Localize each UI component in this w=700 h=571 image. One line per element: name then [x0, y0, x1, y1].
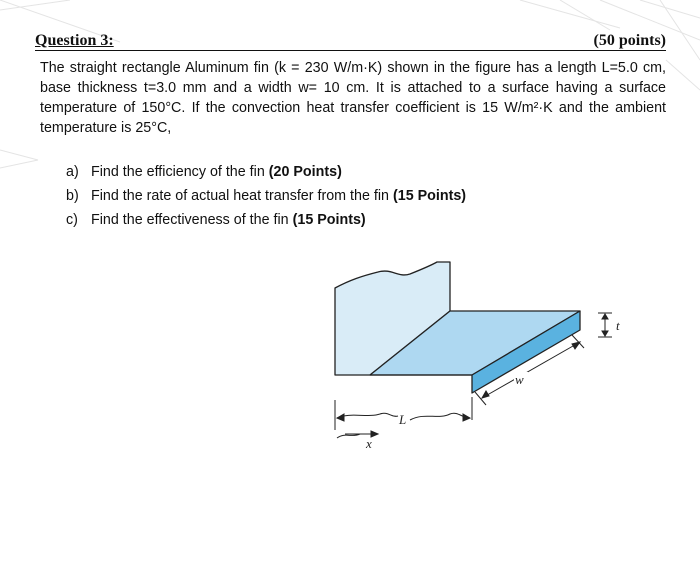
thickness-dimension — [598, 313, 612, 337]
sub-question-letter: a) — [66, 164, 79, 180]
question-points: (50 points) — [593, 32, 666, 49]
sub-question-list — [66, 160, 466, 232]
sub-question-points: (15 Points) — [392, 188, 467, 204]
sub-question-c — [66, 208, 466, 232]
x-axis-label: x — [366, 436, 372, 451]
sub-question-letter: b) — [66, 188, 79, 204]
sub-question-points: (15 Points) — [292, 212, 366, 228]
x-axis-arrow — [337, 431, 378, 438]
width-label: w — [515, 372, 524, 387]
sub-question-letter: c) — [66, 212, 78, 228]
question-header — [35, 30, 666, 51]
problem-statement: The straight rectangle Aluminum fin (k = 230 W/m·K) shown in the figure has a length L=5.0 cm, base thickness t=3.0 mm and a width w= 10 cm. It is attached to a surface having a surface temperature of 150°C. If the convection heat transfer coefficient is 15 W/m²·K and the ambient temperature is 25°C, — [40, 60, 666, 136]
sub-question-a — [66, 160, 466, 184]
sub-question-text: Find the effectiveness of the fin — [91, 212, 293, 228]
fin-figure — [320, 250, 640, 460]
sub-question-points: (20 Points) — [268, 164, 342, 180]
thickness-label: t — [616, 318, 620, 333]
length-label: L — [399, 412, 407, 427]
sub-question-text: Find the rate of actual heat transfer from the fin — [91, 188, 393, 204]
sub-question-text: Find the efficiency of the fin — [91, 164, 269, 180]
sub-question-b — [66, 184, 466, 208]
question-title: Question 3: — [35, 32, 114, 49]
